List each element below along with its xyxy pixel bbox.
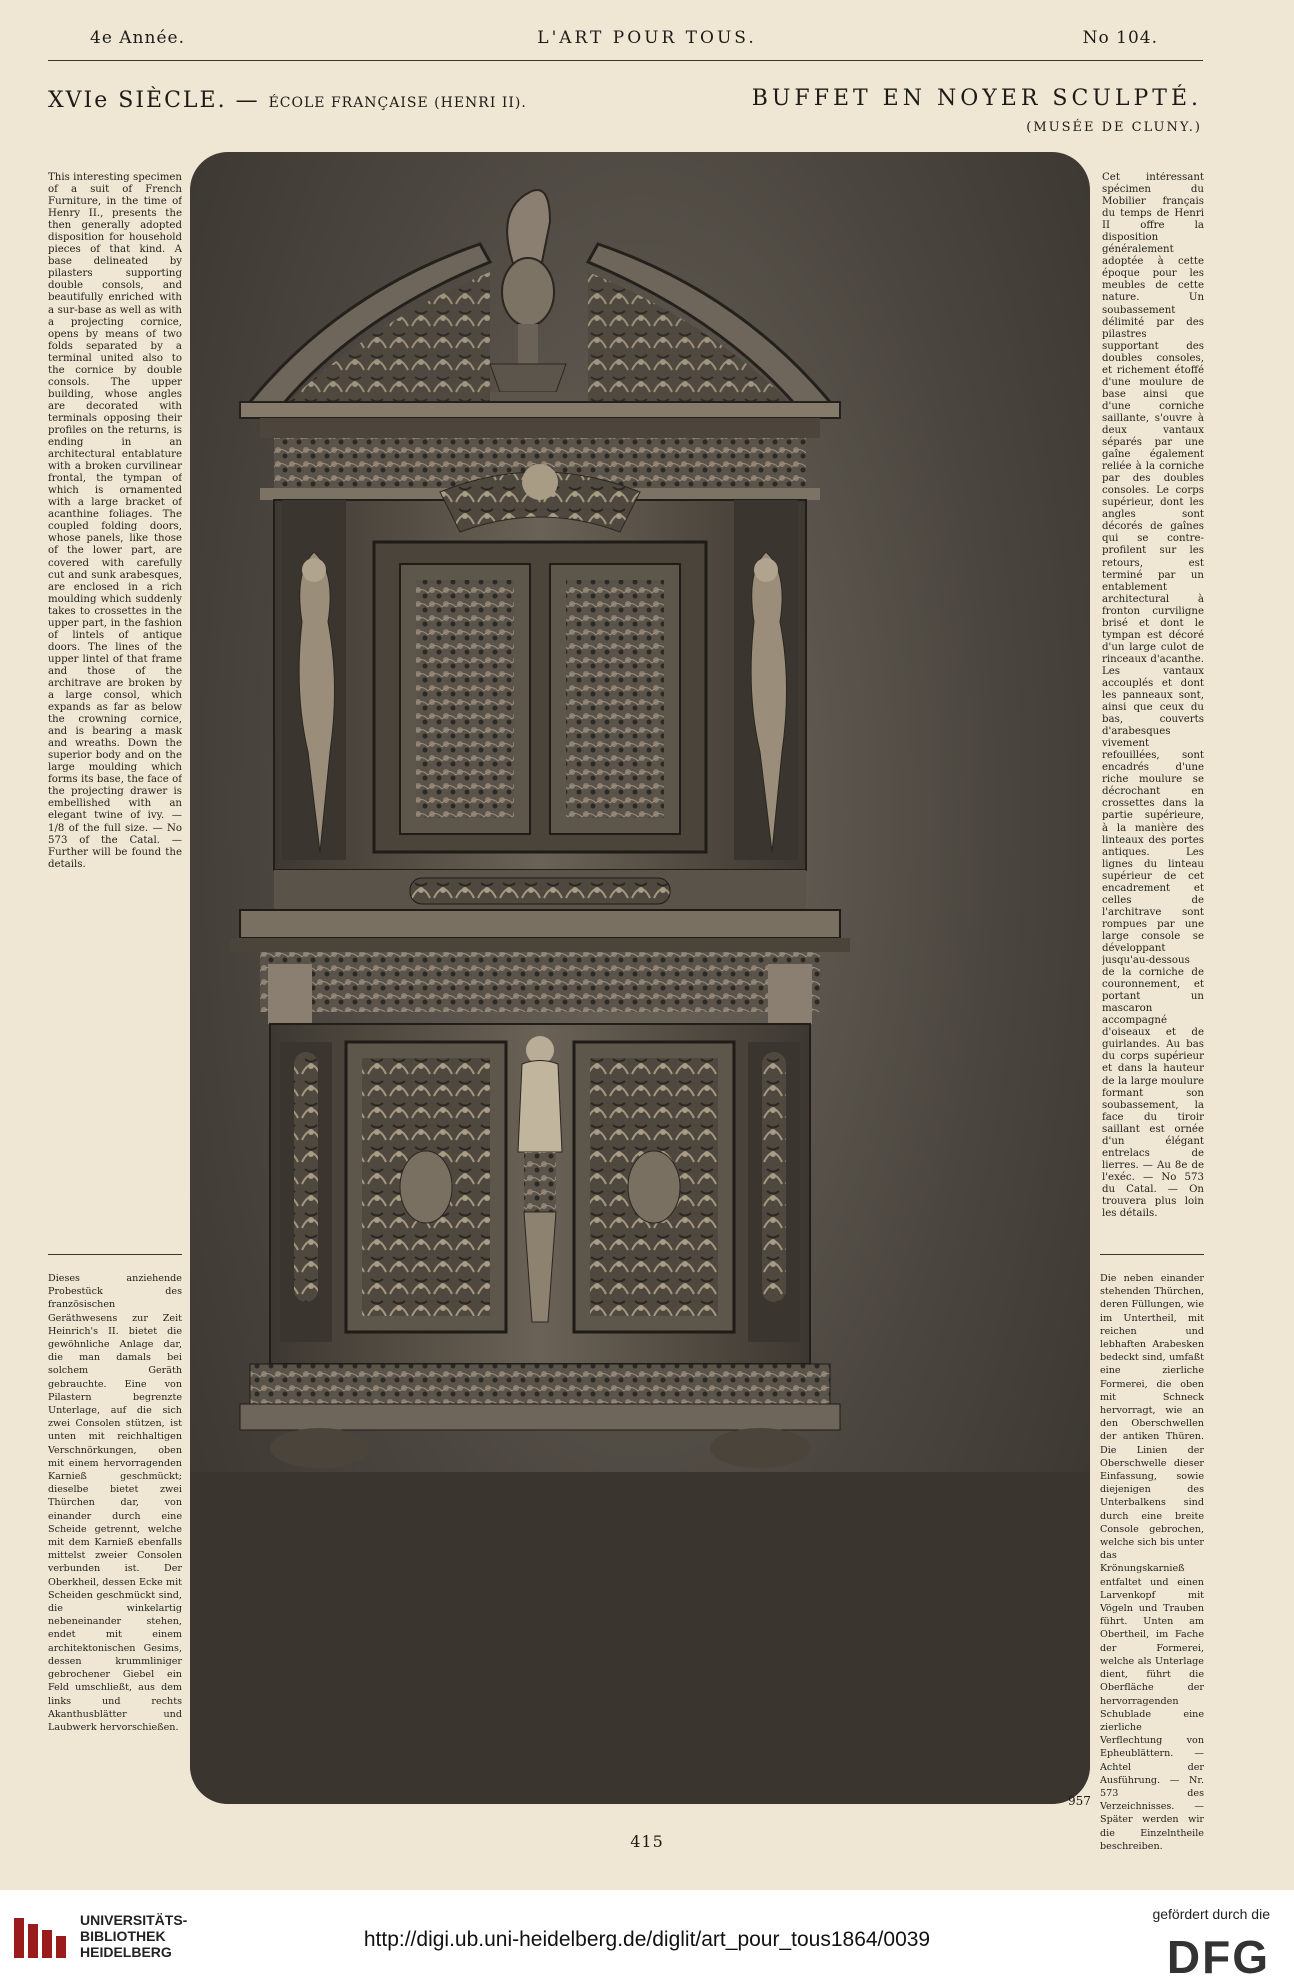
french-description: Cet intéressant spécimen du Mobilier français du temps de Henri II offre la disposition généralement adoptée à cette époque pour les meubles de cette nature. Un soubassement délimité par des pilastres supportant des doubles consoles, et richement étoffé d'une moulure de base ainsi que d'une corniche saillante, s'ouvre à deux vantaux séparés par une gaîne également reliée à la corniche par des doubles consoles. Le corps supérieur, dont les angles sont décorés de gaînes qui se contre-profilent sur les retours, est terminé par un entablement architectural à fronton curviligne brisé et dont le tympan est décoré d'un large culot de rinceaux d'acanthe. Les vantaux accouplés et dont les panneaux sont, ainsi que ceux du bas, couverts d'arabesques vivement refouillées, sont encadrés d'une riche moulure se décrochant en crossettes dans la partie supérieure, à la manière des linteaux des portes antiques. Les lignes du linteau supérieur de cet encadrement et celles de l'architrave sont rompues par une large console se développant jusqu'au-dessous de la corniche de couronnement, et portant un mascaron accompagné d'oiseaux et de guirlandes. Au bas du corps supérieur et dans la hauteur de la large moulure formant son soubassement, la face du tiroir saillant est ornée d'un élégant entrelacs de lierres. — Au 8e de l'exéc. — No 573 du Catal. — On trouvera plus loin les détails. (1102, 172, 1204, 1220)
period-title (48, 88, 527, 113)
library-name-line: HEIDELBERG (80, 1944, 172, 1960)
left-column-rule (48, 1254, 182, 1255)
buffet-engraving (190, 152, 1090, 1804)
upper-body (274, 464, 806, 870)
year-label: 4e Année. (90, 28, 185, 48)
page-number: 415 (630, 1832, 664, 1851)
floor-area (190, 1472, 1090, 1804)
german-description-right: Die neben einander stehenden Thürchen, deren Füllungen, wie im Untertheil, mit reichen und lebhaften Arabesken bedeckt sind, umfaßt eine zierliche Formerei, die oben mit Schneck hervorragt, wie an den Oberschwellen der antiken Thüren. Die Linien der Oberschwelle dieser Einfassung, sowie diejenigen des Unterbalkens sind durch eine breite Console gebrochen, welche sich bis unter das Krönungskarnieß entfaltet und einen Larvenkopf mit Vögeln und Trauben führt. Unten am Obertheil, im Fache der Formerei, welche als Unterlage dient, führt die Oberfläche der hervorragenden Schublade eine zierliche Verflechtung von Epheublättern. — Achtel der Ausführung. — Nr. 573 des Verzeichnisses. — Später werden wir die Einzelntheile beschreiben. (1100, 1273, 1204, 1852)
source-url[interactable]: http://digi.ub.uni-heidelberg.de/diglit/art_pour_tous1864/0039 (363, 1928, 931, 1951)
ewer-finial (490, 190, 566, 392)
digitization-footer (0, 1890, 1294, 1986)
library-name-line: UNIVERSITÄTS- (80, 1912, 188, 1928)
figure-number: 957 (1068, 1794, 1091, 1808)
museum-label: (MUSÉE DE CLUNY.) (1026, 120, 1202, 135)
dfg-logo: DFG (1166, 1931, 1270, 1983)
century-label: XVIe SIÈCLE. — (48, 88, 260, 113)
subject-title: BUFFET EN NOYER SCULPTÉ. (751, 86, 1202, 111)
english-description: This interesting specimen of a suit of French Furniture, in the time of Henry II., presents the then generally adopted disposition for household pieces of that kind. A base delineated by pilasters supporting double consols, and beautifully enriched with a sur-base as well as with a projecting cornice, opens by means of two folds separated by a terminal united also to the cornice by double consols. The upper building, whose angles are decorated with terminals opposing their profiles on the returns, is ending in an architectural entablature with a broken curvilinear frontal, the tympan of which is ornamented with a large bracket of acanthine foliages. The coupled folding doors, whose panels, like those of the lower part, are covered with carefully cut and sunk arabesques, are enclosed in a rich moulding which suddenly takes to crossettes in the upper part, in the fashion of lintels of antique doors. The lines of the upper lintel of that frame and those of the architrave are broken by a large consol, which expands as far as below the crowning cornice, and is bearing a mask and wreaths. Down the superior body and on the large moulding which forms its base, the face of the projecting drawer is embellished with an elegant twine of ivy. — 1/8 of the full size. — No 573 of the Catal. — Further will be found the details. (48, 172, 182, 870)
header-rule (48, 60, 1203, 61)
school-label: ÉCOLE FRANÇAISE (HENRI II). (268, 95, 527, 111)
funding-label: gefördert durch die (1152, 1906, 1270, 1922)
german-description-left: Dieses anziehende Probestück des französischen Geräthwesens zur Zeit Heinrich's II. bietet die gewöhnliche Anlage dar, die man damals bei solchem Geräth gebrauchte. Eine von Pilastern begrenzte Unterlage, auf die sich zwei Consolen stützen, ist unten mit reichhaltigen Verschnörkungen, oben mit einem hervorragenden Karnieß geschmückt; dieselbe bietet zwei Thürchen dar, von einander durch eine Scheide getrennt, welche mit dem Karnieß ebenfalls mittelst zweier Consolen verbunden ist. Der Oberkheil, dessen Ecke mit Scheiden geschmückt sind, die winkelartig nebeneinander stehen, endet mit einem architektonischen Gesims, dessen krummliniger gebrochener Giebel ein Feld umschließt, aus dem links und rechts Akanthusblätter und Laubwerk hervorschießen. (48, 1273, 182, 1733)
ivy-drawer (230, 870, 850, 952)
library-name-line: BIBLIOTHEK (80, 1928, 166, 1944)
right-column-rule (1100, 1254, 1204, 1255)
plinth-and-feet (240, 1364, 840, 1468)
buffet-illustration (190, 152, 1090, 1804)
issue-number: No 104. (1082, 28, 1158, 48)
journal-title: L'ART POUR TOUS. (537, 28, 757, 48)
